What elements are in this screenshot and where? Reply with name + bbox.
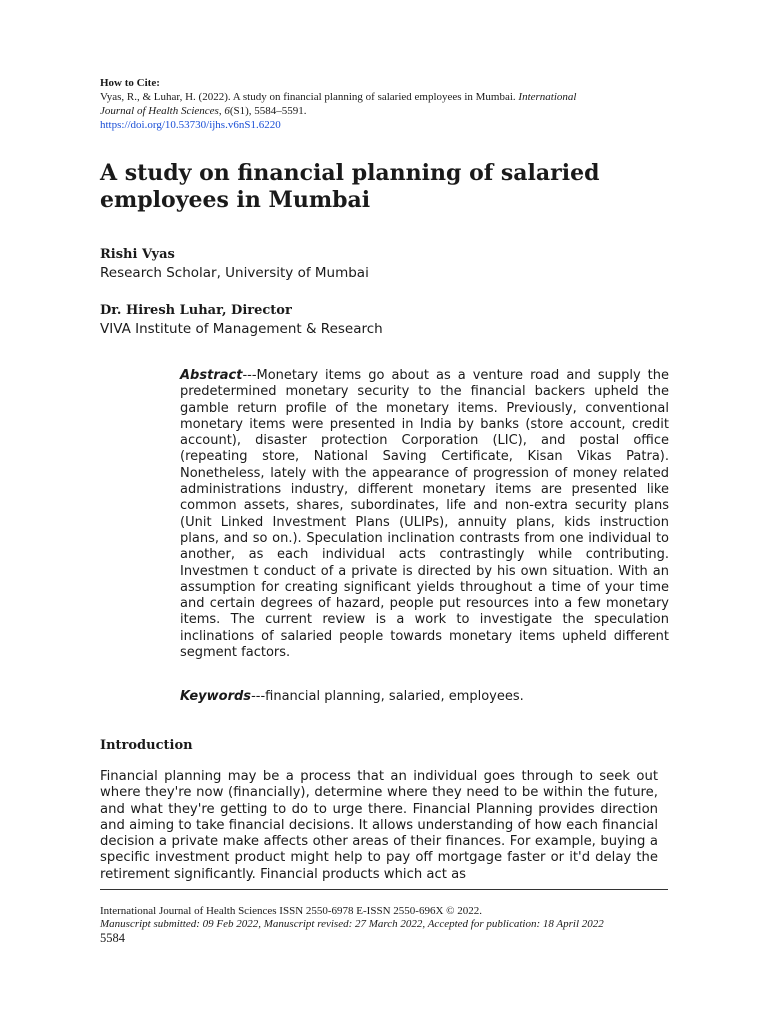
citation-text: Vyas, R., & Luhar, H. (2022). A study on financial planning of salaried employees in Mumbai. International Journal of Health Sciences, 6(S1), 5584–5591. <box>100 91 577 117</box>
citation-doi-link[interactable]: https://doi.org/10.53730/ijhs.v6nS1.6220 <box>100 119 281 131</box>
citation-issue: (S1), 5584–5591. <box>229 105 307 117</box>
author-2 <box>100 301 383 339</box>
keywords-label: Keywords <box>180 689 252 704</box>
author-name: Rishi Vyas <box>100 247 175 262</box>
footer-journal-line: International Journal of Health Sciences ISSN 2550-6978 E-ISSN 2550-696X © 2022. <box>100 905 482 917</box>
author-affiliation: VIVA Institute of Management & Research <box>100 321 383 337</box>
paper-title: A study on financial planning of salaried employees in Mumbai <box>100 160 600 213</box>
citation-volume: 6 <box>224 105 230 117</box>
citation-block <box>100 76 580 132</box>
introduction-text: Financial planning may be a process that an individual goes through to seek out where they're now (financially), determine where they need to be within the future, and what they're getting to do to urge there. Financial Planning provides direction and aiming to take financial decisions. It allows understanding of how each financial decision a private make affects other areas of their finances. For example, buying a specific investment product might help to pay off mortgage faster or it'd delay the retirement significantly. Financial products which act as <box>100 769 658 882</box>
citation-label: How to Cite: <box>100 77 160 89</box>
footer-divider <box>100 889 668 890</box>
citation-authors: Vyas, R., & Luhar, H. (2022). A study on financial planning of salaried employees in Mumbai. <box>100 91 516 103</box>
citation-journal: International Journal of Health Sciences <box>100 91 577 117</box>
author-1 <box>100 245 369 283</box>
abstract-text: ---Monetary items go about as a venture road and supply the predetermined monetary security to the financial backers upheld the gamble return profile of the monetary items. Previously, conventional monetary items were presented in India by banks (store account, credit account), disaster protection Corporation (LIC), and postal office (repeating store, National Saving Certificate, Kisan Vikas Patra). Nonetheless, lately with the appearance of progression of money related administrations industry, different monetary items are presented like common assets, shares, subordinates, life and non-extra security plans (Unit Linked Investment Plans (ULIPs), annuity plans, kids instruction plans, and so on.). Speculation inclination contrasts from one individual to another, as each individual acts contrastingly while contributing. Investmen t conduct of a private is directed by his own situation. With an assumption for creating significant yields throughout a time of your time and certain degrees of hazard, people put resources into a few monetary items. The current review is a work to investigate the speculation inclinations of salaried people towards monetary items upheld different segment factors. <box>180 368 669 661</box>
introduction-heading: Introduction <box>100 738 193 753</box>
page-footer <box>100 905 680 946</box>
page-number: 5584 <box>100 931 125 945</box>
author-name: Dr. Hiresh Luhar, Director <box>100 303 292 318</box>
author-affiliation: Research Scholar, University of Mumbai <box>100 265 369 281</box>
abstract <box>180 368 669 661</box>
footer-manuscript-line: Manuscript submitted: 09 Feb 2022, Manuscript revised: 27 March 2022, Accepted for publication: 18 April 2022 <box>100 918 604 930</box>
keywords-text: ---financial planning, salaried, employees. <box>251 689 524 704</box>
keywords <box>180 689 669 705</box>
abstract-label: Abstract <box>180 368 243 383</box>
